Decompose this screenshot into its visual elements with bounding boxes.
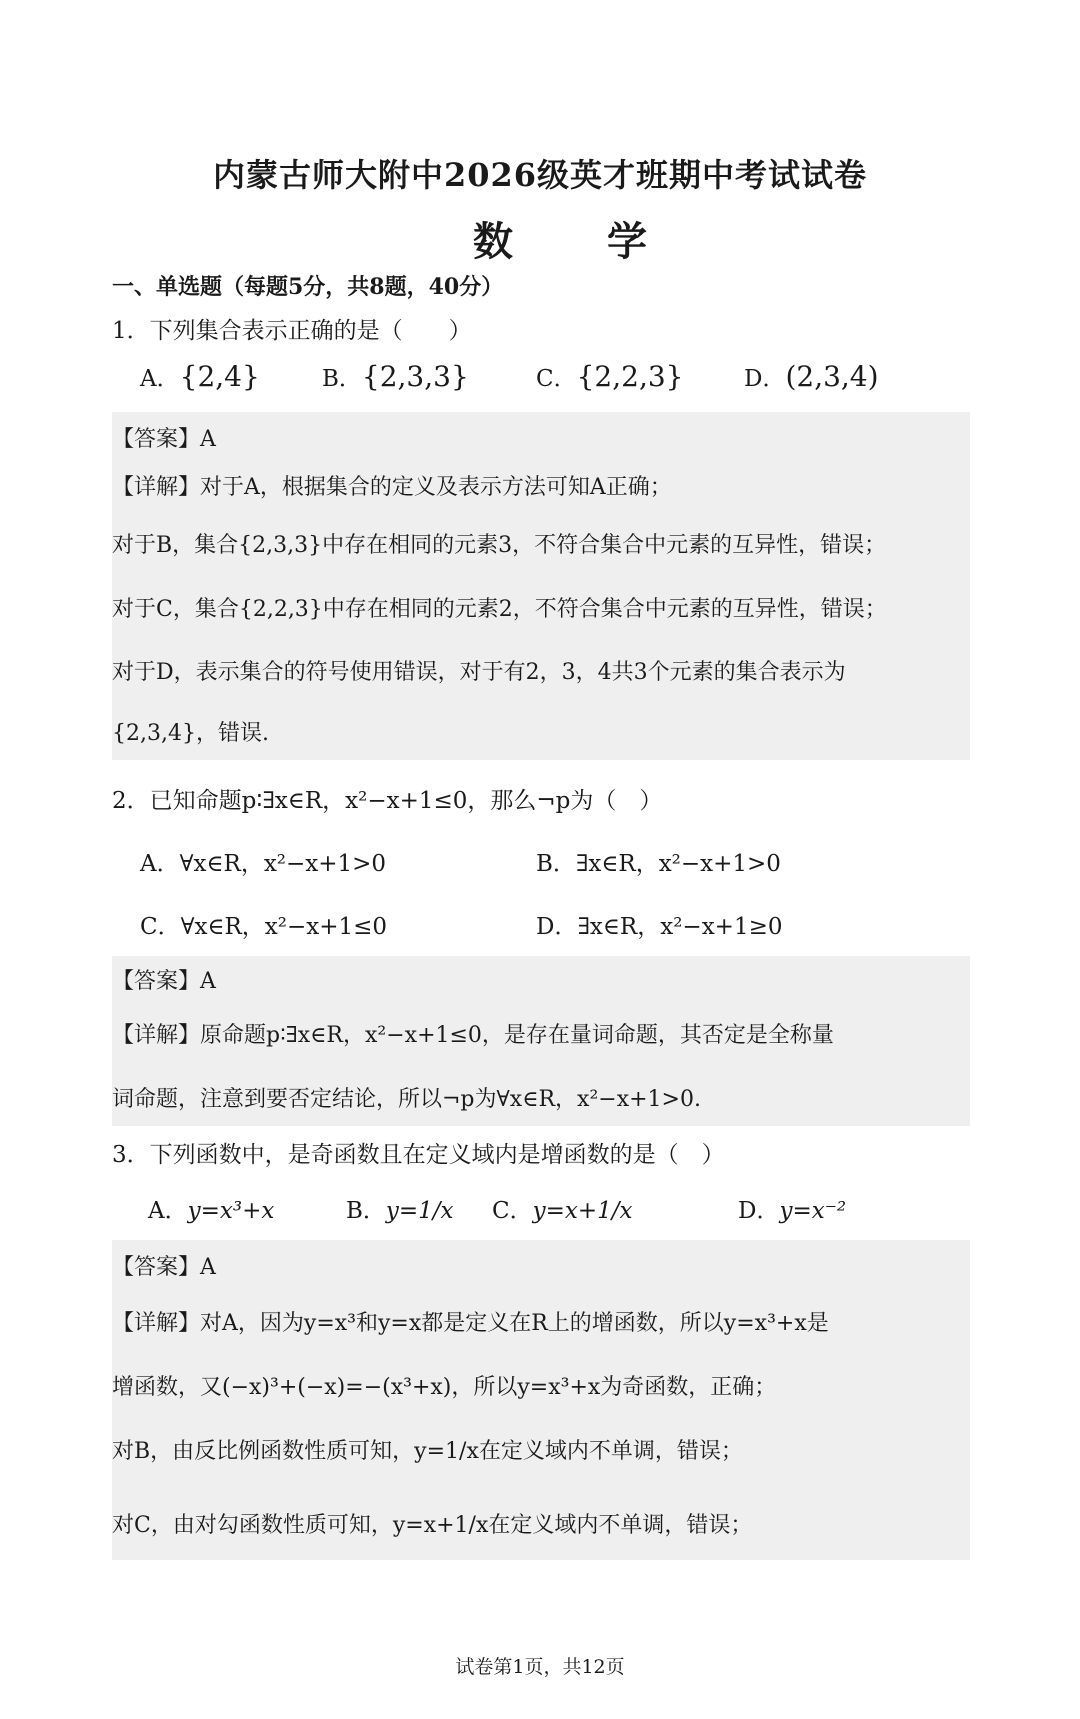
q3-option-a: A．y=x³+x (148, 1198, 275, 1224)
q3-explanation-line-2: 增函数，又(−x)³+(−x)=−(x³+x)，所以y=x³+x为奇函数，正确； (112, 1375, 777, 1400)
q1-option-a: A．{2,4} (140, 360, 260, 393)
q3-option-b: B．y=1/x (346, 1198, 454, 1224)
q3-answer: 【答案】A (112, 1255, 216, 1280)
q2-option-a: A．∀x∈R，x²−x+1>0 (140, 851, 387, 877)
q3-explanation-line-4: 对C，由对勾函数性质可知，y=x+1/x在定义域内不单调，错误； (112, 1513, 753, 1538)
q1-option-c: C．{2,2,3} (536, 360, 684, 393)
q3-explanation-line-1: 【详解】对A，因为y=x³和y=x都是定义在R上的增函数，所以y=x³+x是 (112, 1311, 829, 1336)
q1-option-b: B．{2,3,3} (322, 360, 469, 393)
q1-explanation-line-3: 对于C，集合{2,2,3}中存在相同的元素2，不符合集合中元素的互异性，错误； (112, 597, 887, 622)
q1-explanation-line-5: {2,3,4}，错误. (112, 721, 269, 746)
exam-title: 内蒙古师大附中2026级英才班期中考试试卷 (212, 156, 868, 194)
q2-explanation-line-2: 词命题，注意到要否定结论，所以¬p为∀x∈R，x²−x+1>0. (112, 1087, 701, 1112)
q1-solution-box (112, 412, 970, 760)
section-heading: 一、单选题（每题5分，共8题，40分） (112, 274, 504, 300)
q1-stem: 1．下列集合表示正确的是（ ） (112, 318, 472, 344)
q2-answer: 【答案】A (112, 969, 216, 994)
q1-explanation-line-2: 对于B，集合{2,3,3}中存在相同的元素3，不符合集合中元素的互异性，错误； (112, 533, 887, 558)
q1-option-d: D．(2,3,4) (744, 360, 879, 393)
q3-explanation-line-3: 对B，由反比例函数性质可知，y=1/x在定义域内不单调，错误； (112, 1439, 743, 1464)
q1-explanation-line-1: 【详解】对于A，根据集合的定义及表示方法可知A正确； (112, 475, 672, 500)
q1-explanation-line-4: 对于D，表示集合的符号使用错误，对于有2，3，4共3个元素的集合表示为 (112, 660, 846, 685)
q2-option-d: D．∃x∈R，x²−x+1≥0 (536, 914, 783, 940)
subject-title: 数 学 (473, 218, 687, 265)
q1-answer: 【答案】A (112, 427, 216, 452)
q2-explanation-line-1: 【详解】原命题p∶∃x∈R，x²−x+1≤0，是存在量词命题，其否定是全称量 (112, 1023, 834, 1048)
q2-option-c: C．∀x∈R，x²−x+1≤0 (140, 914, 388, 940)
q2-option-b: B．∃x∈R，x²−x+1>0 (536, 851, 781, 877)
q3-option-d: D．y=x⁻² (738, 1198, 847, 1224)
q2-stem: 2．已知命题p∶∃x∈R，x²−x+1≤0，那么¬p为（ ） (112, 788, 663, 814)
q3-option-c: C．y=x+1/x (492, 1198, 633, 1224)
page-number-footer: 试卷第1页，共12页 (455, 1656, 625, 1678)
q3-stem: 3．下列函数中，是奇函数且在定义域内是增函数的是（ ） (112, 1142, 725, 1168)
